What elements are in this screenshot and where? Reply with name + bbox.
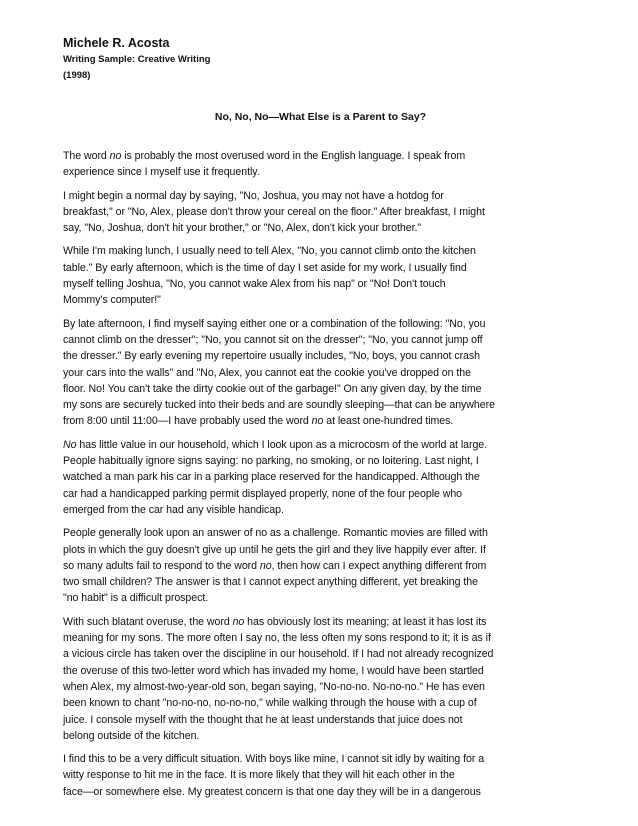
text-run: juice. I console myself with the thought that he at least understands that juice does not bbox=[63, 713, 463, 726]
essay-paragraph bbox=[63, 188, 578, 237]
text-run: I might begin a normal day by saying, "No, Joshua, you may not have a hotdog for bbox=[63, 189, 444, 202]
emphasized-word: no bbox=[109, 150, 122, 162]
essay-paragraph bbox=[63, 148, 578, 181]
paragraph-line bbox=[63, 348, 578, 364]
text-run: breakfast," or "No, Alex, please don't throw your cereal on the floor." After breakfast, I might bbox=[63, 205, 485, 218]
essay-body bbox=[63, 148, 578, 807]
text-run: While I'm making lunch, I usually need to tell Alex, "No, you cannot climb onto the kitchen bbox=[63, 245, 476, 258]
text-run: With such blatant overuse, the word bbox=[63, 615, 233, 628]
text-run: has obviously lost its meaning; at least it has lost its bbox=[244, 615, 487, 628]
paragraph-line bbox=[63, 486, 578, 502]
essay-paragraph bbox=[63, 243, 578, 308]
text-run: belong outside of the kitchen. bbox=[63, 729, 200, 742]
paragraph-line bbox=[63, 525, 578, 541]
text-run: table." By early afternoon, which is the time of day I set aside for my work, I usually find bbox=[63, 261, 467, 274]
paragraph-line bbox=[63, 437, 578, 453]
text-run: witty response to hit me in the face. It is more likely that they will hit each other in the bbox=[63, 769, 455, 782]
text-run: cannot climb on the dresser"; "No, you cannot sit on the dresser"; "No, you cannot jump off bbox=[63, 333, 483, 346]
text-run: the overuse of this two-letter word which has invaded my home, I would have been startled bbox=[63, 664, 484, 677]
paragraph-line bbox=[63, 767, 578, 783]
text-run: myself telling Joshua, "No, you cannot wake Alex from his nap" or "No! Don't touch bbox=[63, 278, 446, 291]
text-run: your cars into the walls" and "No, Alex, you cannot eat the cookie you've dropped on the bbox=[63, 366, 471, 379]
paragraph-line bbox=[63, 751, 578, 767]
essay-title: No, No, No—What Else is a Parent to Say? bbox=[214, 111, 427, 123]
paragraph-line bbox=[63, 413, 578, 429]
text-run: meaning for my sons. The more often I say no, the less often my sons respond to it; it is as if bbox=[63, 632, 491, 645]
paragraph-line bbox=[63, 332, 578, 348]
text-run: "no habit" is a difficult prospect. bbox=[63, 592, 209, 605]
emphasized-word: No bbox=[63, 438, 77, 451]
essay-paragraph bbox=[63, 525, 578, 606]
paragraph-line bbox=[63, 204, 578, 220]
paragraph-line bbox=[63, 381, 578, 397]
emphasized-word: no bbox=[232, 615, 245, 628]
text-run: experience since I myself use it frequently. bbox=[63, 166, 260, 179]
paragraph-line bbox=[63, 630, 578, 646]
essay-paragraph bbox=[63, 316, 578, 430]
text-run: Mommy's computer!" bbox=[63, 294, 161, 307]
text-run: floor. No! You can't take the dirty cookie out of the garbage!" On any given day, by the time bbox=[63, 382, 482, 395]
essay-paragraph bbox=[63, 437, 578, 518]
paragraph-line bbox=[63, 646, 578, 662]
paragraph-line bbox=[63, 590, 578, 606]
paragraph-line bbox=[63, 558, 578, 574]
text-run: People habitually ignore signs saying: no parking, no smoking, or no loitering. Last night, I bbox=[63, 455, 479, 468]
paragraph-line bbox=[63, 784, 578, 800]
paragraph-line bbox=[63, 469, 578, 485]
paragraph-line bbox=[63, 728, 578, 744]
text-run: I find this to be a very difficult situation. With boys like mine, I cannot sit idly by waiting for a bbox=[63, 753, 485, 766]
text-run: a vicious circle has taken over the discipline in our household. If I had not already recognized bbox=[63, 648, 494, 661]
paragraph-line bbox=[63, 453, 578, 469]
text-run: so many adults fail to respond to the word bbox=[63, 559, 260, 572]
emphasized-word: no bbox=[259, 559, 272, 572]
author-name: Michele R. Acosta bbox=[63, 36, 170, 50]
text-run: , then how can I expect anything different from bbox=[271, 559, 487, 572]
text-run: two small children? The answer is that I cannot expect anything different, yet breaking the bbox=[63, 576, 478, 589]
paragraph-line bbox=[63, 148, 578, 164]
text-run: By late afternoon, I find myself saying either one or a combination of the following: "No, you bbox=[63, 317, 486, 330]
paragraph-line bbox=[63, 188, 578, 204]
text-run: my sons are securely tucked into their beds and are soundly sleeping—that can be anywhere bbox=[63, 399, 495, 412]
text-run: The word bbox=[63, 150, 110, 162]
text-run: has little value in our household, which I look upon as a microcosm of the world at large. bbox=[76, 438, 488, 451]
text-run: watched a man park his car in a parking place reserved for the handicapped. Although the bbox=[63, 471, 480, 484]
paragraph-line bbox=[63, 695, 578, 711]
text-run: when Alex, my almost-two-year-old son, began saying, "No-no-no. No-no-no." He has even bbox=[63, 680, 485, 693]
essay-paragraph bbox=[63, 614, 578, 744]
text-run: from 8:00 until 11:00—I have probably used the word bbox=[63, 415, 312, 428]
paragraph-line bbox=[63, 292, 578, 308]
text-run: is probably the most overused word in the English language. I speak from bbox=[121, 150, 466, 162]
text-run: at least one-hundred times. bbox=[323, 415, 454, 428]
text-run: car had a handicapped parking permit displayed properly, none of the four people who bbox=[63, 487, 463, 500]
text-run: face—or somewhere else. My greatest concern is that one day they will be in a dangerous bbox=[63, 785, 481, 798]
essay-paragraph bbox=[63, 751, 578, 800]
paragraph-line bbox=[63, 542, 578, 558]
paragraph-line bbox=[63, 365, 578, 381]
sample-type: Writing Sample: Creative Writing bbox=[63, 54, 211, 65]
text-run: say, "No, Joshua, don't hit your brother," or "No, Alex, don't kick your brother." bbox=[63, 222, 422, 235]
paragraph-line bbox=[63, 397, 578, 413]
paragraph-line bbox=[63, 712, 578, 728]
paragraph-line bbox=[63, 276, 578, 292]
paragraph-line bbox=[63, 260, 578, 276]
paragraph-line bbox=[63, 574, 578, 590]
paragraph-line bbox=[63, 502, 578, 518]
text-run: People generally look upon an answer of no as a challenge. Romantic movies are filled with bbox=[63, 527, 488, 540]
paragraph-line bbox=[63, 220, 578, 236]
paragraph-line bbox=[63, 243, 578, 259]
paragraph-line bbox=[63, 679, 578, 695]
paragraph-line bbox=[63, 316, 578, 332]
paragraph-line bbox=[63, 164, 578, 180]
text-run: plots in which the guy doesn't give up until he gets the girl and they live happily ever after. If bbox=[63, 543, 486, 556]
text-run: been known to chant "no-no-no, no-no-no," while walking through the house with a cup of bbox=[63, 697, 477, 710]
paragraph-line bbox=[63, 614, 578, 630]
paragraph-line bbox=[63, 663, 578, 679]
sample-year: (1998) bbox=[63, 70, 91, 81]
text-run: emerged from the car had any visible handicap. bbox=[63, 503, 284, 516]
emphasized-word: no bbox=[311, 415, 324, 428]
text-run: the dresser." By early evening my repertoire usually includes, "No, boys, you cannot crash bbox=[63, 350, 480, 363]
